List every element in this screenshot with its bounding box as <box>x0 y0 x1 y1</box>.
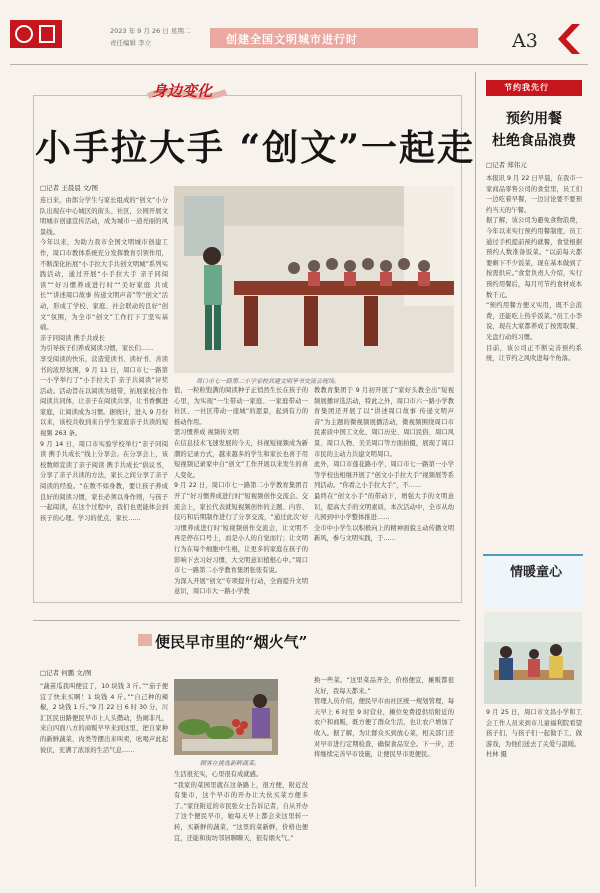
right-article-body: 本报讯 9 月 22 日早晨，在我市一家商品零售公司的食堂里，员工们一边吃着早餐，一边讨论要不要预约当天的午餐。 据了解，该公司为避免食物浪费，今年以来实行预约用餐制度，员工通过手机提前预约就餐，食堂根据预约人数准备饭菜。“以前每天都要剩下不少饭菜，现在基本做到了按需供应。”食堂负责人介绍，实行预约用餐后，每月可节约食材成本数千元。 “预约用餐方便又实用，既不会浪费，还能吃上热乎饭菜。”员工小李说，现在大家都养成了按需取餐、光盘行动的习惯。 目前，该公司正不断完善预约系统，让节约之风吹进每个角落。 <box>486 175 582 363</box>
page-arrow-icon <box>556 24 580 54</box>
title-marker-icon <box>138 634 152 646</box>
bottom-article-top-rule <box>33 620 460 621</box>
event-photo-image <box>484 612 582 704</box>
market-photo-image <box>174 679 278 755</box>
right-headline: 预约用餐 杜绝食品浪费 <box>492 111 576 149</box>
right-byline: □记者 郑伟元 <box>486 161 527 169</box>
right-section-label: 节约我先行 <box>504 83 549 92</box>
bottom-headline: 便民早市里的“烟火气” <box>155 633 308 651</box>
market-photo <box>174 679 278 755</box>
newspaper-logo-block <box>10 20 62 48</box>
bottom-article-col1: “蔬苗瓜我叫便宜了，10 块钱 3 斤。”“茄子便宜了快来买啊！1 块钱 4 斤。”“自己种的辣椒，2 块钱 1 斤。”9 月 22 日 6 时 30 分，川汇区民田路便民早市上人头攒动，热闹非凡，来自四面八方的商贩早早来到这里，把自家种的新鲜蔬菜、肉类等摆出来叫卖，吆喝声此起彼伏，充满了浓浓的生活气息…… <box>40 683 168 754</box>
classroom-photo-image <box>174 186 454 373</box>
editor-line: 责任编辑 李立 <box>110 39 152 47</box>
section-kicker: 身边变化 <box>152 82 213 100</box>
market-photo-caption: 顾客在挑选新鲜蔬菜。 <box>200 760 261 767</box>
banner-slogan: 创建全国文明城市进行时 <box>226 33 358 46</box>
bottom-byline: □记者 何鹏 文/图 <box>40 669 92 677</box>
bottom-article-col3: 换一些菜。“这里菜品齐全，价格便宜，摊贩都很友好，我每天都来。” 管理人员介绍，便民早市由社区统一规划管理，每天早上 6 时至 9 时营业，摊位免费提供给附近的农户和商贩，既方便了群众生活，也让农户增加了收入。据了解，为让群众买到放心菜，相关部门还对早市进行定期检查，确保食品安全。下一步，还将继续完善早市设施，让便民早市更便民。 <box>314 677 454 759</box>
event-section-title: 情暖童心 <box>510 565 563 580</box>
main-headline: 小手拉大手 “创文”一起走 <box>35 127 475 169</box>
event-text: 9 月 25 日，周口市文昌小学和工会工作人员来到市儿童福利院看望孩子们，与孩子们一起做手工、做游戏，为他们送去了关爱与温暖。 杜林 摄 <box>486 709 582 759</box>
main-col1-text: 连日来，由郎分学生与家长组成的“创文”小分队出现在中心城区的街头、社区，公园开展文明城市创建宣传活动，成为城市一道亮丽的风景线。 今年以来，为助力我市全国文明城市创建工作，周口市教体系统充分发挥教育引领作用，不断深化拓展“小手拉大手共创文明城”系列实践活动，通过开展“小手拉大手 亲子同阅读”“好习惯养成进行时”“美好家庭 共成长”“讲述周口故事 传递文明声音”等“创文”活动，形成了学校、家庭、社会联动的良好“创文”氛围，为全市“创文”工作打下了坚实基础。 亲子同阅读 携手共成长 为引导孩子们养成阅读习惯，家长们…… <box>40 197 168 353</box>
issue-date: 2023 年 9 月 26 日 星期二 <box>110 27 191 35</box>
main-byline: □记者 王晨晨 文/图 <box>40 184 98 192</box>
page-number: A3 <box>512 30 538 52</box>
logo-emblem-icon <box>10 20 62 48</box>
header-rule <box>10 64 588 65</box>
bottom-article-col2: 生活很充实，心里很有成就感。 “我家的菜园里就在这条路上，很方便，附近没有集市，这个早市的开办让大伙买菜方便多了。”家住附近的市民张女士告诉记者，自从开办了这个便民早市，她每天早上都会来这里转一转，买新鲜的蔬菜，“这里的菜新鲜，价格也便宜，还能和街坊邻居聊聊天，很有烟火气。” <box>174 771 308 842</box>
main-article-col3: 教教育集团于 9 月初开展了“家好头教全出”短视频展播评选活动，特此之外，周口市六一路小学教育集团还开展了以“讲述周口故事 传递文明声音”为主题的微视频展播活动，微视频围绕周口市民素质中国工文化、周口历史、周口民俗、周口风景、周口人物、美美周口等方面拍摄，展现了周口市民的主动力共建文明周口。 此外，周口市莲花路小学、周口市七一路第一小学等学校也相继开展了“创文小手拉大手”视频展等系列活动。“你看之小手拉大手”，不…… 最终在“创文小手”的带动下，增强大手的文明意识，提高大手的文明素质，本次活动中，全市从幼儿园到中小学整体推进…… 全市中小学生以积极向上的精神面貌主动传播文明新风，参与文明实践，于…… <box>314 387 454 543</box>
main-article-col2: 值，一粒粒饱满的阅读种子正悄然生长在孩子的心里，为实现“一生带动一家庭、一家庭带动一社区、一社区带动一座城”的愿景，起到有力的推动作用。 需习惯养成 视频传文明 在信息技术飞速发展的今天，抖视短视频成为新潮的记录方式，越来越多的学生和家长也喜于用短视频记录家中自“创文”工作开展以来发生的喜人变化。 9 月 22 日，周口市七一路第二小学教育集团召开了“好习惯养成进行时”短视频创作交流会。交流会上，家长代表就短视频创作的主题、内容、技巧和后期制作进行了分享交流，“通过此次‘好习惯养成进行时’短视频创作交流会，让文明不再是停在口号上，而是小人的自觉而行；让文明行为在每个细胞中生根，让更多的家庭在孩子的影响下去习好习惯，大文明意识植根心中。”周口市七一路第二小学教育集团张张有说。 为深入开展“创文”专项提升行动，全面提升文明意识，周口市大一路小学教 <box>174 387 308 596</box>
page-header <box>0 0 600 72</box>
right-column-divider <box>475 72 476 887</box>
main-article-col1 <box>40 196 168 601</box>
main-col1b-text: 享受阅读的快乐，营造爱读书、读好书、善读书的浓厚氛围，9 月 11 日，周口市七一路第一小学举行了“小手拉大手 亲子共阅读”评奖活动。活动旨在以阅读为纽带，拓展家校合作阅读共同体，让亲子在阅读共享，让书香飘进家庭，让阅读成为习惯。据统计，进入 9 月份以来，该校共收到来自学生家庭亲子共读的短视频 263 条。 9 月 14 日，周口市实验学校举行“亲子同阅读 携手共成长”线上分享会。在分享会上，该校数师宣读了亲子阅读 携手共成长“倡议书，分享了亲子共读的方法，家长之间分享了亲子阅读的经验。“在数不如身教，要让孩子养成良好的阅读习惯，家长必须以身作则，与孩子一起阅读，在这个过程中，我们也更能体会到孩子的心理。学习的优点，家长…… <box>40 355 168 522</box>
event-photo <box>484 612 582 704</box>
classroom-photo-caption: 周口市七一路第二小学家校共建文明享书交流会现场。 <box>196 378 341 385</box>
classroom-photo <box>174 186 454 373</box>
